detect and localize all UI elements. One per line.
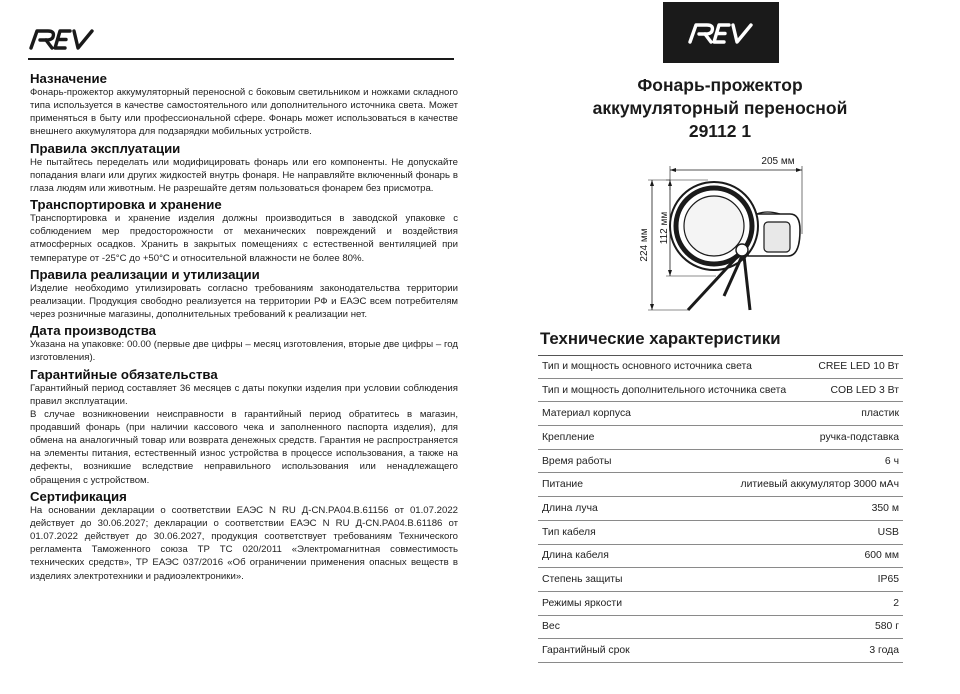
spec-value: CREE LED 10 Вт <box>818 361 899 373</box>
spec-row <box>538 592 903 616</box>
spec-label: Степень защиты <box>542 574 623 586</box>
section-paragraph: Указана на упаковке: 00.00 (первые две цифры – месяц изготовления, вторые две цифры – год изготовления). <box>30 339 458 364</box>
spec-row <box>538 616 903 640</box>
section-title: Транспортировка и хранение <box>30 197 222 213</box>
section-warranty <box>30 367 458 487</box>
spec-row <box>538 639 903 663</box>
spec-table <box>538 355 903 663</box>
brand-logo-box <box>663 2 779 63</box>
spec-row <box>538 426 903 450</box>
product-code: 29112 1 <box>688 121 752 141</box>
head-height-label: 112 мм <box>659 211 670 245</box>
section-transport-storage <box>30 197 458 265</box>
section-title: Дата производства <box>30 323 156 339</box>
spec-value: 350 м <box>871 502 899 514</box>
spec-label: Гарантийный срок <box>542 645 630 657</box>
section-paragraph: Гарантийный период составляет 36 месяцев с даты покупки изделия при условии соблюдения правил эксплуатации. <box>30 382 458 407</box>
width-label: 205 мм <box>761 156 795 167</box>
flashlight-lens <box>684 196 744 256</box>
spec-label: Тип и мощность дополнительного источника света <box>542 384 787 396</box>
spec-value: 2 <box>893 597 899 609</box>
spec-value: COB LED 3 Вт <box>830 384 899 396</box>
section-title: Сертификация <box>30 488 127 504</box>
section-certification <box>30 489 458 583</box>
spec-label: Длина кабеля <box>542 550 609 562</box>
spec-label: Питание <box>542 479 584 491</box>
section-operation-rules <box>30 141 458 195</box>
section-title: Правила эксплуатации <box>30 140 181 156</box>
spec-label: Материал корпуса <box>542 408 631 420</box>
total-height-label: 224 мм <box>639 228 650 262</box>
spec-row <box>538 355 903 379</box>
spec-row <box>538 545 903 569</box>
section-title: Правила реализации и утилизации <box>30 266 260 282</box>
spec-value: ручка-подставка <box>819 431 899 443</box>
spec-value: IP65 <box>877 574 899 586</box>
spec-value: 600 мм <box>864 550 899 562</box>
tripod-leg <box>744 256 750 310</box>
spec-label: Крепление <box>542 431 595 443</box>
product-dimension-diagram <box>630 150 820 320</box>
spec-title: Технические характеристики <box>540 329 781 348</box>
section-paragraph: Не пытайтесь переделать или модифицировать фонарь или его компоненты. Не допускайте попадания влаги или других жидкостей внутрь фонаря. Не направляйте включенный фонарь в глаза людям или животным. Не разрешайте детям пользоваться фонарем без присмотра. <box>30 156 458 194</box>
spec-label: Тип и мощность основного источника света <box>542 361 752 373</box>
product-title <box>520 74 920 143</box>
spec-value: 3 года <box>869 645 899 657</box>
spec-value: USB <box>877 526 899 538</box>
spec-value: 580 г <box>874 621 899 633</box>
tripod-joint <box>736 244 748 256</box>
rev-logo-white <box>683 20 759 46</box>
spec-label: Длина луча <box>542 502 598 514</box>
section-paragraph: В случае возникновении неисправности в гарантийный период обратитесь в магазин, продавший фонарь (при наличии кассового чека и заполненного паспорта изделия), для обмена на аналогичный товар или возврата денежных средств. Гарантия не распространяется на элементы питания, естественный износ устройства в процессе использования, а также на дефекты, возникшие вследствие неправильного использования или ненадлежащего обращения с устройством. <box>30 408 458 486</box>
instruction-text <box>30 69 458 583</box>
spec-row <box>538 473 903 497</box>
spec-label: Вес <box>542 621 560 633</box>
spec-value: пластик <box>861 408 899 420</box>
section-sale-disposal <box>30 267 458 321</box>
section-production-date <box>30 323 458 364</box>
side-light <box>764 222 790 252</box>
section-title: Гарантийные обязательства <box>30 366 218 382</box>
section-title: Назначение <box>30 71 107 86</box>
spec-row <box>538 521 903 545</box>
section-paragraph: Фонарь-прожектор аккумуляторный переносной с боковым светильником и ножками складного типа используется в качестве самостоятельного или дополнительного источника света. Может применяться в быту или профессиональной сфере. Фонарь может использоваться в качестве внешнего аккумулятора для подзарядки мобильных устройств. <box>30 87 458 138</box>
spec-row <box>538 497 903 521</box>
section-paragraph: Изделие необходимо утилизировать согласно требованиям законодательства территории реализации. Продукция свободно реализуется на территории РФ и ЕАЭС всем потребителям через розничные магазины, дополнительных требований к реализации нет. <box>30 282 458 321</box>
header-divider <box>28 58 454 60</box>
spec-label: Тип кабеля <box>542 526 596 538</box>
spec-label: Режимы яркости <box>542 597 622 609</box>
spec-row <box>538 402 903 426</box>
spec-value: 6 ч <box>884 455 899 467</box>
rev-logo <box>28 26 96 52</box>
section-paragraph: Транспортировка и хранение изделия должны производиться в заводской упаковке с соблюдением мер предосторожности от механических повреждений и воздействия атмосферных осадков. Хранить в закрытых помещениях с естественной вентиляцией при температуре от -25°С до +50°С и относительной влажности не более 80%. <box>30 213 458 264</box>
spec-row <box>538 568 903 592</box>
spec-row <box>538 379 903 403</box>
section-purpose <box>30 71 458 139</box>
product-title-line1: Фонарь-прожектор <box>637 75 803 95</box>
spec-row <box>538 450 903 474</box>
spec-value: литиевый аккумулятор 3000 мАч <box>740 479 899 491</box>
spec-label: Время работы <box>542 455 612 467</box>
section-paragraph: На основании декларации о соответствии ЕАЭС N RU Д-CN.РА04.В.61156 от 01.07.2022 действует до 30.06.2027; декларации о соответствии ЕАЭС N RU Д-CN.РА04.В.61186 от 01.07.2022 действует до 30.06.2027, продукция соответствует требованиям Технического регламента Таможенного союза ТР ТС 020/2011 «Электромагнитная совместимость технических средств», ТР ЕАЭС 037/2016 «Об ограничении применения опасных веществ в изделиях электротехники и радиоэлектроники». <box>30 504 458 582</box>
product-title-line2: аккумуляторный переносной <box>592 98 848 118</box>
